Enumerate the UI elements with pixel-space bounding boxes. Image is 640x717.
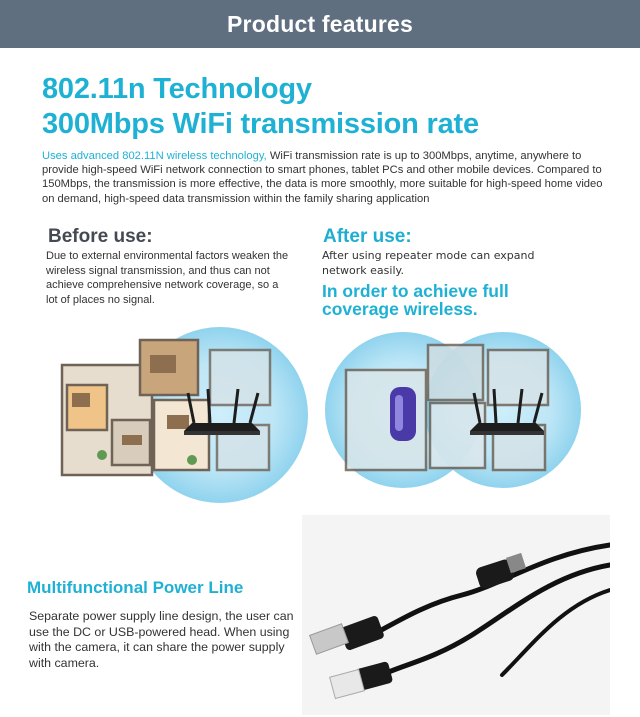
- after-use-highlight: In order to achieve full coverage wireless.: [322, 281, 509, 319]
- floor-plan-before-image: [42, 315, 322, 505]
- floor-plan-after-image: [318, 315, 598, 505]
- intro-paragraph: [42, 149, 612, 206]
- before-use-text: Due to external environmental factors weaken the wireless signal transmission, and thus can not achieve comprehensive network coverage, so a lot of places no signal.: [46, 250, 289, 306]
- header-banner: [0, 0, 640, 48]
- before-use-title: Before use:: [48, 226, 153, 247]
- power-cable-photo: [302, 515, 610, 715]
- banner-title: Product features: [227, 10, 413, 37]
- headline-transmission-rate: 300Mbps WiFi transmission rate: [42, 108, 479, 140]
- after-use-text: After using repeater mode can expand network easily.: [322, 249, 535, 277]
- after-use-title: After use:: [323, 226, 412, 247]
- power-line-text: Separate power supply line design, the user can use the DC or USB-powered head. When using with the camera, it can share the power supply with camera.: [29, 609, 294, 670]
- wifi-repeater-icon: [390, 387, 416, 441]
- headline-technology: 802.11n Technology: [42, 73, 312, 105]
- intro-text: WiFi transmission rate is up to 300Mbps, anytime, anywhere to provide high-speed WiFi network connection to smart phones, tablet PCs and other mobile devices. Compared to 150Mbps, the transmission is more effective, the data is more smoothly, more suitable for high-speed home video on demand, high-speed data transmission within the family sharing application: [42, 150, 603, 205]
- power-line-title: Multifunctional Power Line: [27, 578, 244, 597]
- intro-highlight: Uses advanced 802.11N wireless technology,: [42, 150, 267, 162]
